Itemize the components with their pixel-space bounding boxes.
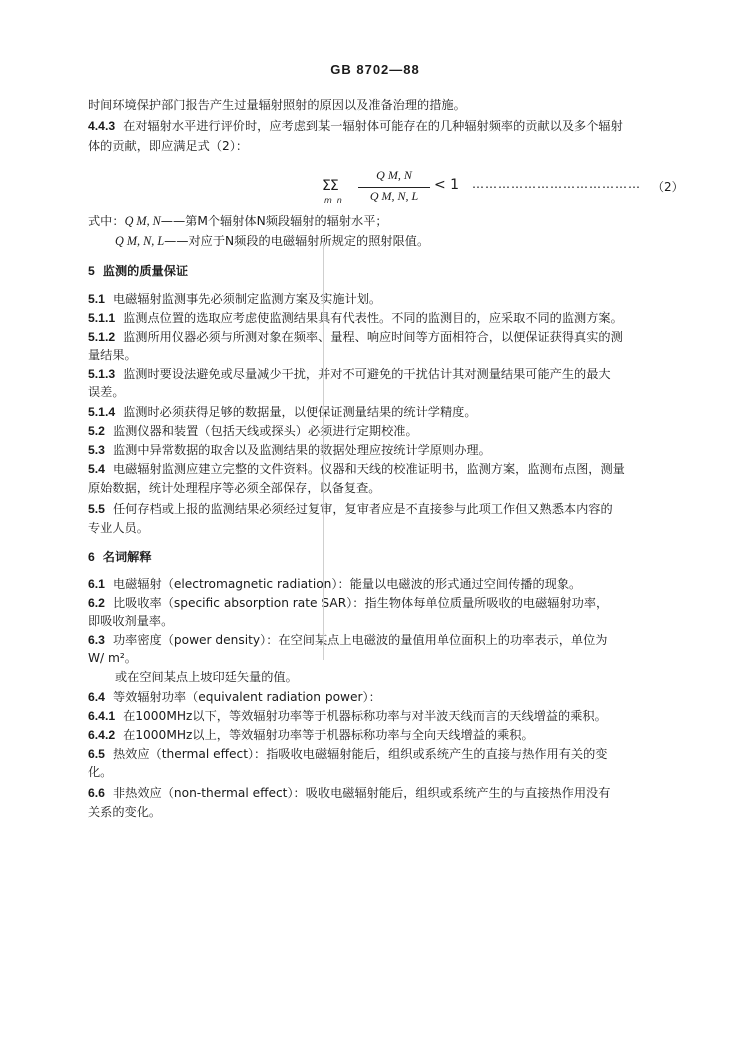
- where-line-2: [115, 232, 710, 250]
- clause-5-4: [88, 460, 683, 478]
- double-summation: ΣΣ: [322, 178, 338, 194]
- symbol-q-mn: Q M, N: [124, 214, 161, 228]
- clause-number: 5.1.1: [88, 311, 116, 325]
- clause-continuation: 关系的变化。: [88, 805, 162, 819]
- clause-continuation: 体的贡献，即应满足式（2）：: [88, 139, 249, 153]
- clause-6-2: [88, 594, 683, 612]
- section-number: 5: [88, 264, 95, 278]
- clause-5-2: [88, 422, 683, 440]
- clause-5-1: [88, 290, 683, 308]
- clause-number: 5.4: [88, 462, 105, 476]
- clause-number: 5.1.4: [88, 405, 116, 419]
- clause-continuation: 误差。: [88, 385, 125, 399]
- clause-6-3: [88, 631, 683, 649]
- clause-text: 在对辐射水平进行评价时，应考虑到某一辐射体可能存在的几种辐射频率的贡献以及多个辐射: [123, 119, 623, 133]
- scan-fold-line: [323, 240, 324, 660]
- standard-code-header: GB 8702—88: [330, 62, 420, 77]
- clause-number: 5.1.3: [88, 367, 116, 381]
- summation-indices: mn: [324, 196, 347, 205]
- clause-number: 6.4.2: [88, 728, 116, 742]
- clause-text: 任何存档或上报的监测结果必须经过复审，复审者应是不直接参与此项工作但又熟悉本内容的: [112, 502, 613, 516]
- clause-6-1: [88, 575, 683, 593]
- clause-number: 6.1: [88, 577, 105, 591]
- clause-number: 6.4: [88, 690, 105, 704]
- clause-text: 非热效应（non-thermal effect）：吸收电磁辐射能后，组织或系统产生的与直接热作用没有: [112, 786, 611, 800]
- formula-2: [322, 168, 692, 212]
- clause-number: 5.1: [88, 292, 105, 306]
- clause-text: 功率密度（power density）：在空间某点上电磁波的量值用单位面积上的功率表示，单位为: [112, 633, 608, 647]
- clause-text: 热效应（thermal effect）：指吸收电磁辐射能后，组织或系统产生的直接与热作用有关的变: [112, 747, 608, 761]
- clause-continuation: 或在空间某点上坡印廷矢量的值。: [115, 670, 298, 684]
- clause-number: 6.5: [88, 747, 105, 761]
- clause-text: 监测时要设法避免或尽量减少干扰，并对不可避免的干扰估计其对测量结果可能产生的最大: [123, 367, 611, 381]
- fraction: [358, 168, 430, 204]
- clause-text: 监测仪器和装置（包括天线或探头）必须进行定期校准。: [112, 424, 418, 438]
- clause-5-3: [88, 441, 683, 459]
- clause-6-5: [88, 745, 683, 763]
- clause-continuation: 原始数据，统计处理程序等必须全部保存，以备复查。: [88, 481, 381, 495]
- equation-number: （2）: [652, 180, 684, 194]
- clause-text: 监测所用仪器必须与所测对象在频率、量程、响应时间等方面相符合，以便保证获得真实的测: [123, 330, 623, 344]
- clause-text: 电磁辐射监测应建立完整的文件资料。仪器和天线的校准证明书，监测方案，监测布点图，测量: [112, 462, 625, 476]
- clause-4-4-3: [88, 117, 683, 135]
- clause-text: 在1000MHz以上，等效辐射功率等于机器标称功率与全向天线增益的乘积。: [123, 728, 534, 742]
- where-label: 式中：: [88, 214, 125, 228]
- fraction-denominator: Q M, N, L: [369, 189, 419, 203]
- clause-6-4-2: [88, 726, 683, 744]
- clause-continuation: 量结果。: [88, 348, 137, 362]
- clause-number: 5.1.2: [88, 330, 116, 344]
- paragraph-line: 时间环境保护部门报告产生过量辐射照射的原因以及准备治理的措施。: [88, 98, 466, 112]
- clause-text: 在1000MHz以下，等效辐射功率等于机器标称功率与对半波天线而言的天线增益的乘积。: [123, 709, 607, 723]
- clause-continuation: 专业人员。: [88, 521, 149, 535]
- clause-number: 6.2: [88, 596, 105, 610]
- clause-6-4-1: [88, 707, 683, 725]
- clause-6-6: [88, 784, 683, 802]
- section-title: 名词解释: [102, 550, 152, 564]
- section-6-heading: [88, 548, 683, 566]
- leader-dots: …………………………………: [472, 177, 641, 191]
- clause-text: 电磁辐射（electromagnetic radiation）：能量以电磁波的形式通过空间传播的现象。: [112, 577, 582, 591]
- section-number: 6: [88, 550, 95, 564]
- clause-6-4: [88, 688, 683, 706]
- fraction-bar: [358, 187, 430, 188]
- clause-5-5: [88, 500, 683, 518]
- clause-text: 监测中异常数据的取舍以及监测结果的数据处理应按统计学原则办理。: [112, 443, 491, 457]
- section-5-heading: [88, 262, 683, 280]
- clause-continuation: W/ m²。: [88, 651, 137, 665]
- symbol-definition: ——对应于N频段的电磁辐射所规定的照射限值。: [164, 234, 430, 248]
- clause-5-1-4: [88, 403, 683, 421]
- clause-number: 5.2: [88, 424, 105, 438]
- clause-number: 6.3: [88, 633, 105, 647]
- clause-continuation: 化。: [88, 765, 113, 779]
- clause-5-1-3: [88, 365, 683, 383]
- clause-continuation: 即吸收剂量率。: [88, 614, 174, 628]
- clause-5-1-1: [88, 309, 683, 327]
- clause-text: 监测点位置的选取应考虑使监测结果具有代表性。不同的监测目的，应采取不同的监测方案。: [123, 311, 623, 325]
- clause-text: 监测时必须获得足够的数据量，以便保证测量结果的统计学精度。: [123, 405, 477, 419]
- clause-5-1-2: [88, 328, 683, 346]
- clause-number: 5.5: [88, 502, 105, 516]
- clause-number: 4.4.3: [88, 119, 116, 133]
- symbol-definition: ——第M个辐射体N频段辐射的辐射水平；: [160, 214, 388, 228]
- fraction-numerator: Q M, N: [376, 168, 412, 182]
- clause-number: 5.3: [88, 443, 105, 457]
- where-line-1: [88, 212, 683, 230]
- clause-number: 6.4.1: [88, 709, 116, 723]
- section-title: 监测的质量保证: [102, 264, 189, 278]
- clause-text: 电磁辐射监测事先必须制定监测方案及实施计划。: [112, 292, 382, 306]
- clause-text: 比吸收率（specific absorption rate SAR）：指生物体每单位质量所吸收的电磁辐射功率，: [112, 596, 609, 610]
- clause-text: 等效辐射功率（equivalent radiation power）：: [112, 690, 381, 704]
- symbol-q-mnl: Q M, N, L: [115, 234, 165, 248]
- less-than-one: < 1: [434, 177, 460, 193]
- clause-number: 6.6: [88, 786, 105, 800]
